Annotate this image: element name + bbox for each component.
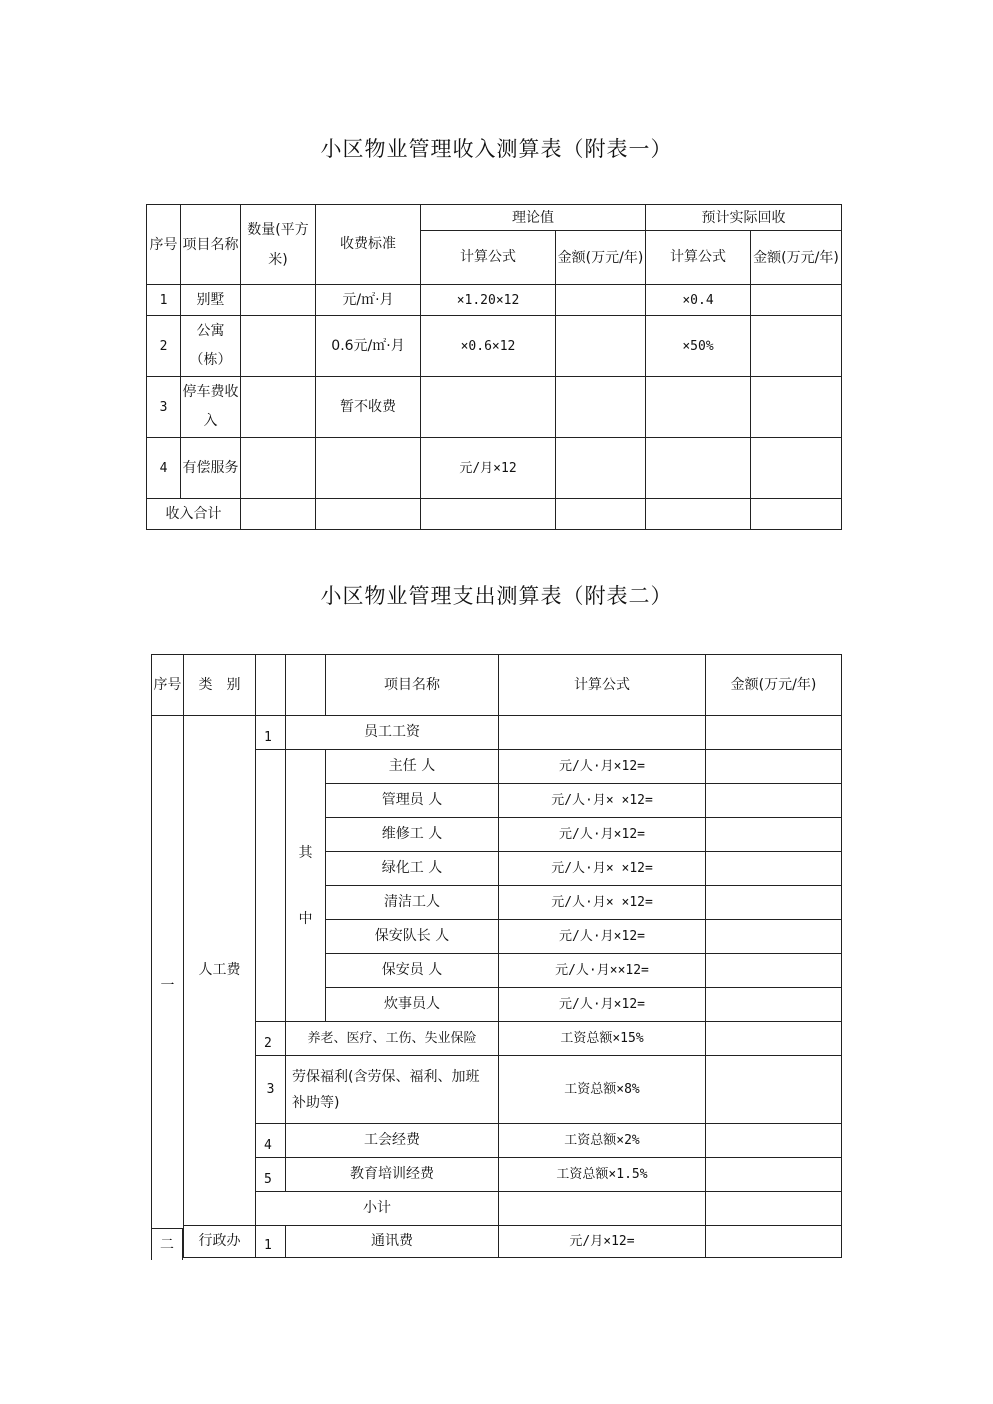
section-category: 人工费: [184, 716, 256, 1226]
section-seq-2: 二: [151, 1228, 183, 1260]
row-formula: 元/月×12: [421, 438, 556, 499]
expense-table: [151, 654, 842, 1258]
header-category: 类 别: [184, 655, 256, 716]
row-actual-formula: ×0.4: [646, 285, 751, 316]
table-row: [147, 316, 842, 377]
row-seq: 3: [147, 377, 181, 438]
total-label: 收入合计: [147, 499, 241, 530]
row-actual-formula: ×50%: [646, 316, 751, 377]
table-row: [147, 377, 842, 438]
row-quantity: [241, 285, 316, 316]
staff-name: 保安员 人: [326, 954, 499, 988]
total-row: [147, 499, 842, 530]
row-quantity: [241, 438, 316, 499]
staff-formula: 元/人·月× ×12=: [499, 784, 706, 818]
item-formula: 工资总额×2%: [499, 1124, 706, 1158]
header-quantity: 数量(平方米): [241, 205, 316, 285]
row-name: 有偿服务: [181, 438, 241, 499]
item-name: 养老、医疗、工伤、失业保险: [286, 1022, 499, 1056]
table-row: [152, 1226, 842, 1258]
staff-name: 主任 人: [326, 750, 499, 784]
income-table: [146, 204, 842, 530]
staff-name: 炊事员人: [326, 988, 499, 1022]
row-standard: 暂不收费: [316, 377, 421, 438]
row-seq: 4: [147, 438, 181, 499]
staff-formula: 元/人·月××12=: [499, 954, 706, 988]
table-row: [147, 438, 842, 499]
header-fee-standard: 收费标准: [316, 205, 421, 285]
item-formula: 元/月×12=: [499, 1226, 706, 1258]
row-quantity: [241, 316, 316, 377]
subtotal-row: [152, 1192, 842, 1226]
header-expected: 预计实际回收: [646, 205, 842, 231]
staff-name: 保安队长 人: [326, 920, 499, 954]
row-formula: ×1.20×12: [421, 285, 556, 316]
row-name: 公寓（栋）: [181, 316, 241, 377]
staff-name: 管理员 人: [326, 784, 499, 818]
item-name: 工会经费: [286, 1124, 499, 1158]
item-name: 员工工资: [286, 716, 499, 750]
staff-formula: 元/人·月× ×12=: [499, 852, 706, 886]
row-actual-amount: [751, 285, 842, 316]
item-formula: [499, 716, 706, 750]
table-row: [147, 285, 842, 316]
row-name: 别墅: [181, 285, 241, 316]
row-actual-formula: [646, 377, 751, 438]
table-row: [152, 750, 842, 784]
header-item-name: 项目名称: [326, 655, 499, 716]
header-seq: 序号: [147, 205, 181, 285]
row-actual-amount: [751, 316, 842, 377]
income-table-title: 小区物业管理收入测算表（附表一）: [320, 137, 673, 161]
header-actual-formula: 计算公式: [646, 231, 751, 285]
staff-name: 清洁工人: [326, 886, 499, 920]
header-item-name: 项目名称: [181, 205, 241, 285]
table-row: [152, 1158, 842, 1192]
row-amount: [556, 377, 646, 438]
row-seq: 2: [147, 316, 181, 377]
item-name: 通讯费: [286, 1226, 499, 1258]
table-row: [152, 1022, 842, 1056]
among-label: 其中: [286, 750, 326, 1022]
item-num: 4: [256, 1124, 286, 1158]
header-formula: 计算公式: [421, 231, 556, 285]
header-formula: 计算公式: [499, 655, 706, 716]
row-actual-amount: [751, 377, 842, 438]
section-seq: 一: [152, 716, 184, 1258]
row-seq: 1: [147, 285, 181, 316]
item-num: 1: [256, 1226, 286, 1258]
staff-formula: 元/人·月×12=: [499, 920, 706, 954]
section-category: 行政办: [184, 1226, 256, 1258]
header-amount: 金额(万元/年): [556, 231, 646, 285]
row-formula: ×0.6×12: [421, 316, 556, 377]
row-formula: [421, 377, 556, 438]
header-theoretical: 理论值: [421, 205, 646, 231]
header-actual-amount: 金额(万元/年): [751, 231, 842, 285]
row-amount: [556, 438, 646, 499]
staff-formula: 元/人·月×12=: [499, 750, 706, 784]
item-num: 1: [256, 716, 286, 750]
item-num: 5: [256, 1158, 286, 1192]
staff-name: 维修工 人: [326, 818, 499, 852]
row-standard: 0.6元/㎡·月: [316, 316, 421, 377]
row-standard: 元/㎡·月: [316, 285, 421, 316]
table-row: [152, 1056, 842, 1124]
row-quantity: [241, 377, 316, 438]
header-amount: 金额(万元/年): [706, 655, 842, 716]
item-name: 教育培训经费: [286, 1158, 499, 1192]
subtotal-label: 小计: [256, 1192, 499, 1226]
item-formula: 工资总额×8%: [499, 1056, 706, 1124]
row-amount: [556, 316, 646, 377]
row-actual-formula: [646, 438, 751, 499]
staff-formula: 元/人·月×12=: [499, 988, 706, 1022]
item-formula: 工资总额×1.5%: [499, 1158, 706, 1192]
item-num: 2: [256, 1022, 286, 1056]
staff-name: 绿化工 人: [326, 852, 499, 886]
table-row: [152, 716, 842, 750]
item-name: 劳保福利(含劳保、福利、加班补助等): [286, 1056, 499, 1124]
expense-table-title: 小区物业管理支出测算表（附表二）: [320, 584, 673, 608]
staff-formula: 元/人·月× ×12=: [499, 886, 706, 920]
item-formula: 工资总额×15%: [499, 1022, 706, 1056]
row-actual-amount: [751, 438, 842, 499]
table-row: [152, 1124, 842, 1158]
row-amount: [556, 285, 646, 316]
staff-formula: 元/人·月×12=: [499, 818, 706, 852]
row-standard: [316, 438, 421, 499]
header-seq: 序号: [152, 655, 184, 716]
item-num: 3: [256, 1056, 286, 1124]
row-name: 停车费收入: [181, 377, 241, 438]
